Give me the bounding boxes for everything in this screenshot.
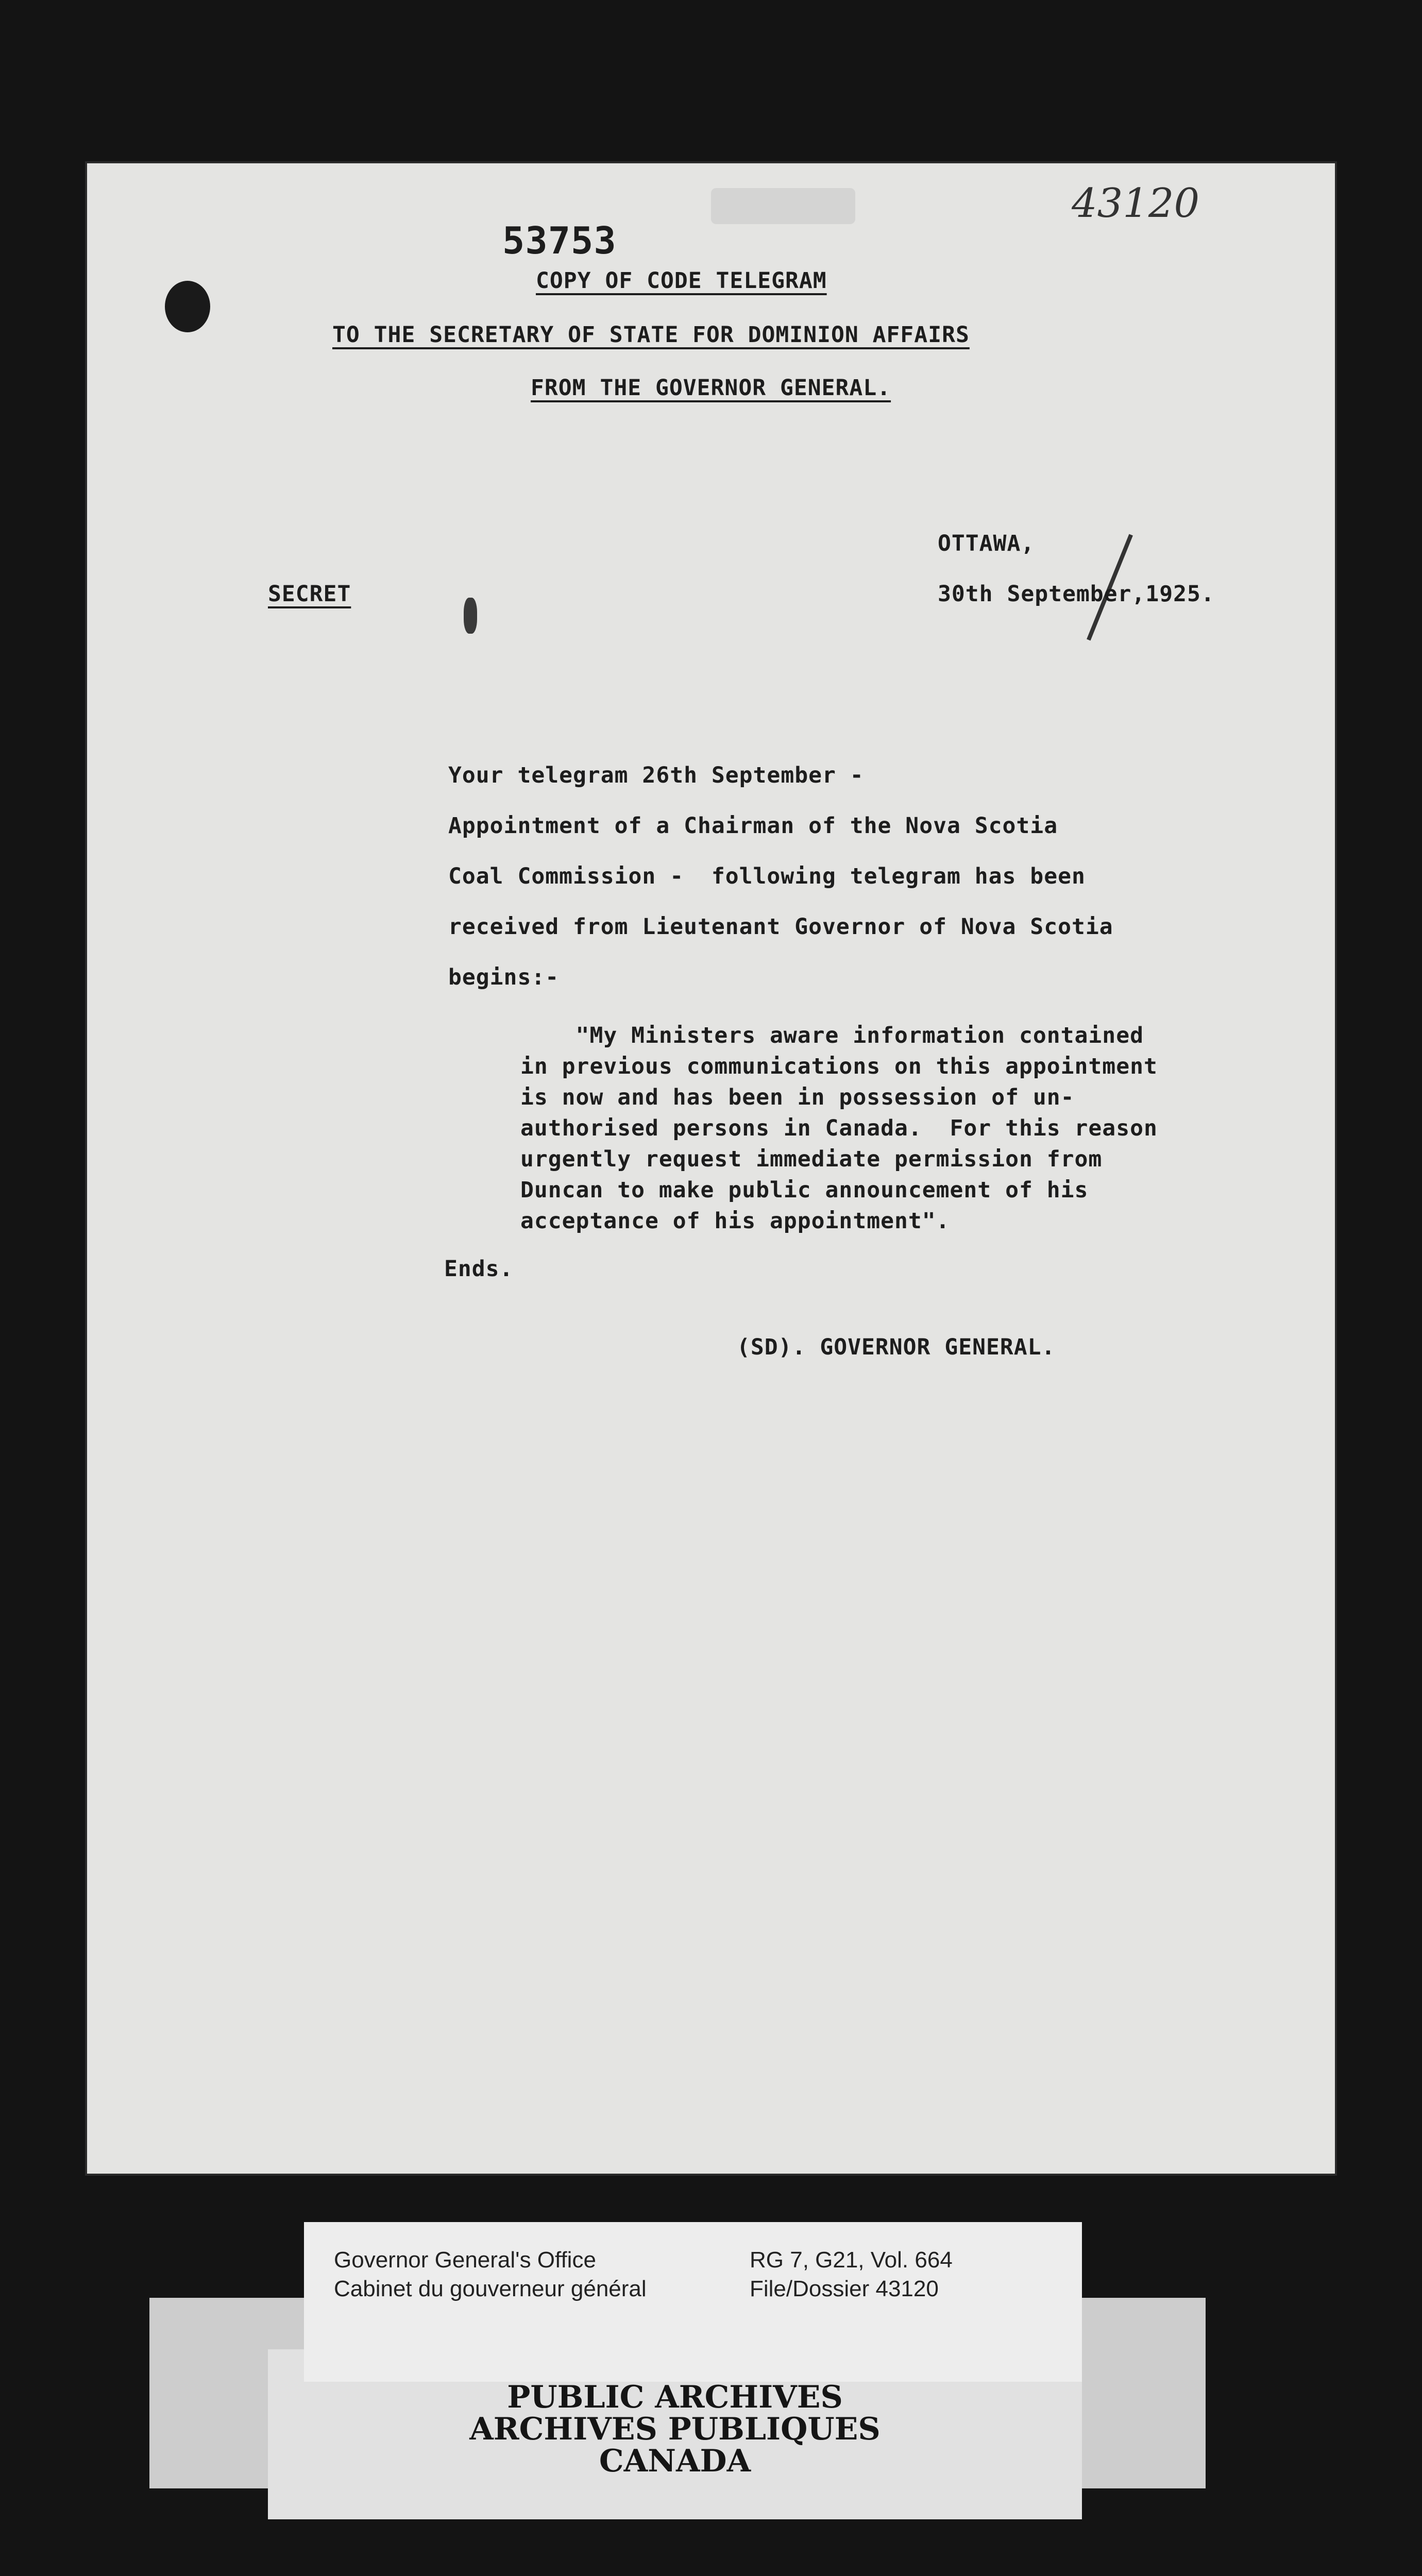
addressee-line: TO THE SECRETARY OF STATE FOR DOMINION AFFAIRS bbox=[332, 322, 970, 348]
quote-line: "My Ministers aware information contained bbox=[520, 1023, 1144, 1048]
file-number: 53753 bbox=[502, 219, 617, 262]
quote-line: Duncan to make public announcement of his bbox=[520, 1177, 1089, 1203]
body-line: Appointment of a Chairman of the Nova Scotia bbox=[448, 813, 1058, 839]
archive-stamp-line3: CANADA bbox=[599, 2443, 751, 2479]
date-line: 30th September,1925. bbox=[938, 581, 1215, 607]
file-dossier-number: File/Dossier 43120 bbox=[750, 2276, 939, 2301]
quote-line: acceptance of his appointment". bbox=[520, 1208, 950, 1234]
sender-line: FROM THE GOVERNOR GENERAL. bbox=[531, 375, 891, 401]
ends-line: Ends. bbox=[444, 1256, 514, 1282]
handwritten-file-number: 43120 bbox=[1072, 180, 1200, 227]
archive-stamp-line1: PUBLIC ARCHIVES bbox=[507, 2379, 843, 2415]
office-name-en: Governor General's Office bbox=[334, 2247, 596, 2273]
office-name-fr: Cabinet du gouverneur général bbox=[334, 2276, 647, 2301]
body-line: begins:- bbox=[448, 964, 560, 990]
record-group-reference: RG 7, G21, Vol. 664 bbox=[750, 2247, 953, 2273]
signature-line: (SD). GOVERNOR GENERAL. bbox=[737, 1334, 1056, 1360]
quote-line: is now and has been in possession of un- bbox=[520, 1084, 1075, 1110]
quote-line: authorised persons in Canada. For this reason bbox=[520, 1115, 1158, 1141]
document-title: COPY OF CODE TELEGRAM bbox=[536, 268, 827, 294]
archive-label-card bbox=[304, 2222, 1082, 2382]
ink-blot bbox=[165, 281, 210, 332]
ink-smudge bbox=[464, 598, 477, 634]
quote-line: urgently request immediate permission from bbox=[520, 1146, 1103, 1172]
body-line: received from Lieutenant Governor of Nova Scotia bbox=[448, 914, 1113, 940]
body-line: Your telegram 26th September - bbox=[448, 762, 864, 788]
body-line: Coal Commission - following telegram has been bbox=[448, 863, 1086, 889]
place-line: OTTAWA, bbox=[938, 531, 1035, 556]
faint-stamp-mark bbox=[711, 188, 855, 224]
archive-stamp-line2: ARCHIVES PUBLIQUES bbox=[469, 2411, 881, 2447]
quote-line: in previous communications on this appointment bbox=[520, 1054, 1158, 1079]
classification-label: SECRET bbox=[268, 581, 351, 607]
